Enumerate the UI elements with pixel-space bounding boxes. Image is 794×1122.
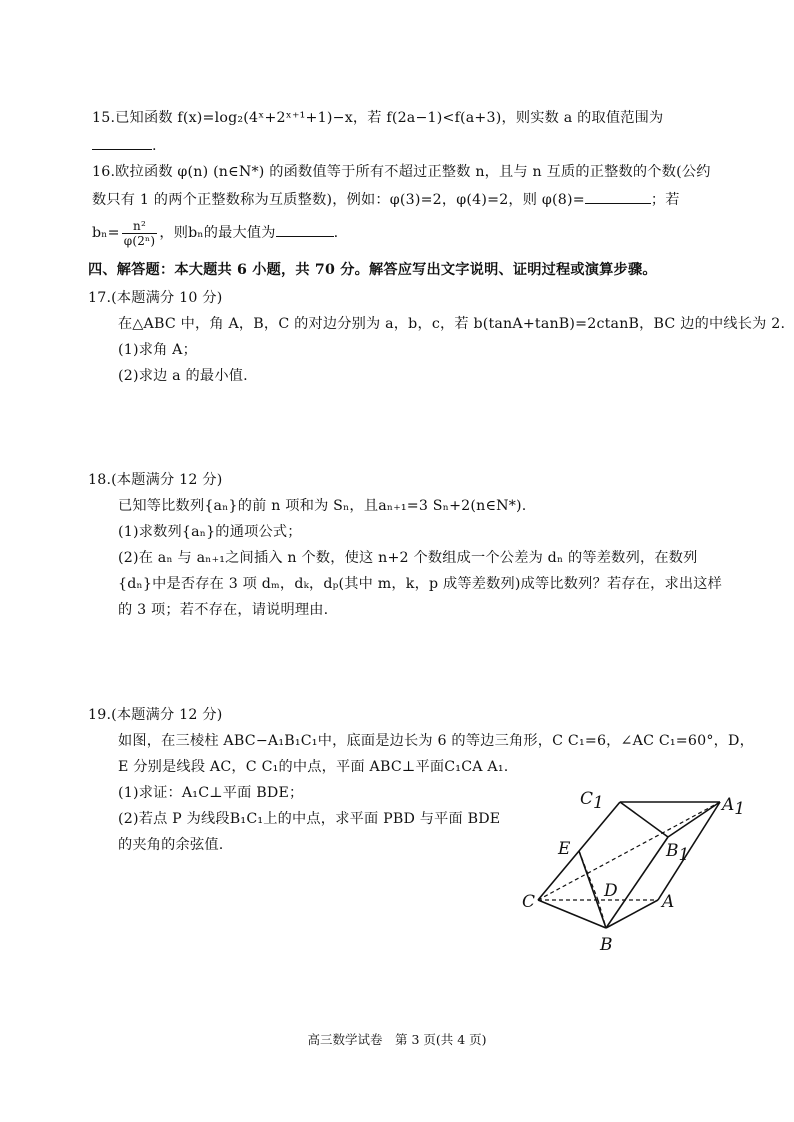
- q19-part2-line2: 的夹角的余弦值.: [118, 837, 224, 853]
- edge-b-a: [606, 900, 658, 928]
- segment-e-d-hidden: [579, 851, 598, 900]
- q15-end: .: [152, 138, 157, 154]
- q16-line3-rest: ，则bₙ的最大值为: [159, 225, 276, 241]
- label-a1: A1: [722, 795, 746, 819]
- q16-bn: bₙ=: [92, 225, 120, 241]
- q16-frac-num: n²: [122, 219, 158, 234]
- q18-part2-line1: (2)在 aₙ 与 aₙ₊₁之间插入 n 个数，使这 n+2 个数组成一个公差为 dₙ 的等差数列，在数列: [118, 550, 698, 566]
- q16-line3: [92, 216, 338, 250]
- segment-e-b: [579, 851, 606, 928]
- segment-d-b-hidden: [598, 900, 606, 928]
- label-a: A: [662, 892, 675, 912]
- q17-part1: (1)求角 A；: [118, 342, 198, 358]
- q16-blank-1[interactable]: [585, 191, 651, 204]
- q16-line2: [92, 190, 680, 210]
- edge-b1-a1: [668, 802, 720, 837]
- q19-body-line2: E 分别是线段 AC，C C₁的中点，平面 ABC⊥平面C₁CA A₁.: [118, 759, 509, 775]
- q19-part2-line1: (2)若点 P 为线段B₁C₁上的中点，求平面 PBD 与平面 BDE: [118, 811, 501, 827]
- q16-blank-2[interactable]: [276, 224, 334, 237]
- q16-line2-a: 数只有 1 的两个正整数称为互质整数)，例如：φ(3)=2，φ(4)=2，则 φ(8)=: [92, 192, 585, 208]
- page-footer: 高三数学试卷 第 3 页(共 4 页): [307, 1032, 487, 1047]
- edge-c-b: [538, 900, 606, 928]
- section-4-heading: 四、解答题：本大题共 6 小题，共 70 分。解答应写出文字说明、证明过程或演算步骤。: [88, 262, 657, 278]
- label-d: D: [604, 881, 618, 901]
- q17-body: 在△ABC 中，角 A，B，C 的对边分别为 a，b，c，若 b(tanA+tanB)=2ctanB，BC 边的中线长为 2.: [118, 316, 786, 332]
- q15-stem: [92, 108, 663, 128]
- label-e: E: [558, 839, 571, 859]
- q16-line2-b: ；若: [650, 192, 680, 208]
- q16-frac-den: φ(2ⁿ): [123, 233, 156, 248]
- q17-part2: (2)求边 a 的最小值.: [118, 368, 248, 384]
- q16-end: .: [333, 225, 339, 241]
- q19-body-line1: 如图，在三棱柱 ABC−A₁B₁C₁中，底面是边长为 6 的等边三角形，C C₁=6，∠AC C₁=60°，D，: [118, 733, 754, 749]
- label-b: B: [600, 935, 613, 955]
- q18-part1: (1)求数列{aₙ}的通项公式；: [118, 524, 302, 540]
- q16-line1: 16.欧拉函数 φ(n) (n∈N*) 的函数值等于所有不超过正整数 n，且与 n 互质的正整数的个数(公约: [92, 164, 711, 180]
- q19-part1: (1)求证：A₁C⊥平面 BDE；: [118, 785, 304, 801]
- q15-blank[interactable]: [92, 137, 152, 150]
- q19-head: 19.(本题满分 12 分): [88, 707, 223, 723]
- label-c: C: [522, 892, 536, 912]
- label-b1: B1: [666, 841, 690, 865]
- q15-answer-line: [92, 136, 157, 156]
- q15-text: 15.已知函数 f(x)=log₂(4ˣ+2ˣ⁺¹+1)−x，若 f(2a−1)<f(a+3)，则实数 a 的取值范围为: [92, 110, 664, 126]
- q18-head: 18.(本题满分 12 分): [88, 472, 223, 488]
- edge-c1-b1: [620, 802, 668, 837]
- q18-part2-line2: {dₙ}中是否存在 3 项 dₘ，dₖ，dₚ(其中 m，k，p 成等差数列)成等比数列？若存在，求出这样: [118, 576, 723, 592]
- label-c1: C1: [580, 789, 604, 813]
- q16-fraction: [122, 219, 158, 248]
- q18-body: 已知等比数列{aₙ}的前 n 项和为 Sₙ，且aₙ₊₁=3 Sₙ+2(n∈N*).: [118, 498, 527, 514]
- q18-part2-line3: 的 3 项；若不存在，请说明理由.: [118, 602, 329, 618]
- q17-head: 17.(本题满分 10 分): [88, 290, 223, 306]
- prism-figure: [520, 780, 750, 960]
